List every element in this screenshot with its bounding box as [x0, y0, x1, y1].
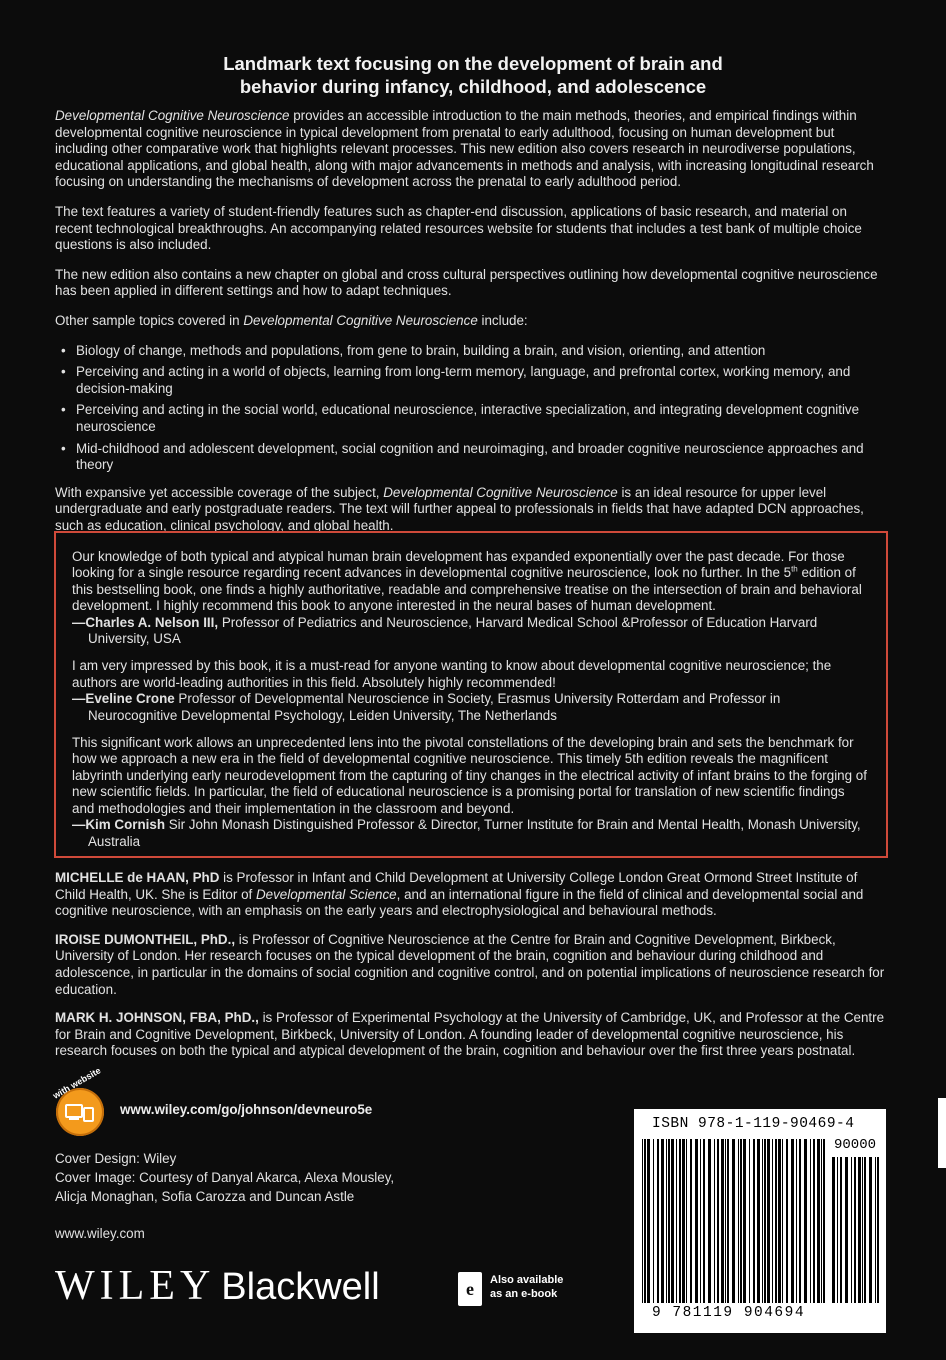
barcode-bar: [813, 1139, 815, 1303]
barcode-bar: [732, 1139, 735, 1303]
barcode-bar: [821, 1139, 822, 1303]
website-badge-label: with website: [51, 1065, 103, 1101]
isbn-barcode: [634, 1109, 886, 1333]
author-bio-2: IROISE DUMONTHEIL, PhD., is Professor of Cognitive Neuroscience at the Centre for Brain and Cognitive Development, Birkbeck, University of London. Her research focuses on the typical development of the brain, cognition and behaviour during childhood and adolescence, in particular in the domains of social cognition and cognitive control, and on potential implications of neuroscience research for education.: [55, 931, 885, 997]
barcode-bar: [753, 1139, 755, 1303]
barcode-bar: [721, 1139, 724, 1303]
devices-icon: [65, 1102, 95, 1124]
barcode-bar: [875, 1157, 876, 1303]
barcode-bar: [764, 1139, 766, 1303]
barcode-bar: [862, 1157, 863, 1303]
barcode-bar: [869, 1157, 872, 1303]
endorsements-box: [54, 531, 888, 858]
cover-design-credit: Cover Design: Wiley: [55, 1151, 177, 1166]
cover-heading: [60, 52, 886, 98]
wiley-blackwell-logo: [55, 1262, 380, 1310]
barcode-bar: [717, 1139, 719, 1303]
barcode-bar: [749, 1139, 750, 1303]
description-paragraph-3: The new edition also contains a new chapter on global and cross cultural perspectives outlining how developmental cognitive neuroscience has been applied in different settings and how to adapt techniques.: [55, 266, 878, 299]
barcode-bar: [695, 1139, 698, 1303]
barcode-bar: [854, 1157, 856, 1303]
wiley-wordmark: WILEY: [55, 1263, 216, 1309]
barcode-bar: [832, 1157, 835, 1303]
barcode-bar: [877, 1157, 879, 1303]
website-link[interactable]: www.wiley.com/go/johnson/devneuro5e: [120, 1102, 373, 1117]
endorsement-quote-1: Our knowledge of both typical and atypical human brain development has expanded exponentially over the past decade. For those looking for a single resource regarding recent advances in developmental cognitive neuroscience, look no further. In the 5th edition of this bestselling book, one finds a highly authoritative, readable and comprehensive treatise on the intersection of brain and behavioral development. I highly recommend this book to anyone interested in the neural bases of human development.: [72, 549, 862, 614]
barcode-bar: [817, 1139, 820, 1303]
barcode-bar: [823, 1139, 825, 1303]
endorsement-attribution-2: —Eveline Crone Professor of Developmental Neuroscience in Society, Erasmus University Rotterdam and Professor in Neurocognitive Developmental Psychology, Leiden University, The Netherlands: [72, 691, 781, 723]
barcode-bar: [840, 1157, 842, 1303]
book-title: Developmental Cognitive Neuroscience: [383, 484, 618, 500]
ebook-text-line-2: as an e-book: [490, 1288, 558, 1300]
list-item: • Mid-childhood and adolescent development, social cognition and neuroimaging, and broader cognitive neuroscience approaches and theory: [55, 441, 885, 474]
barcode-bar: [851, 1157, 852, 1303]
barcode-bar: [782, 1139, 783, 1303]
description-paragraph-4: Other sample topics covered in Developmental Cognitive Neuroscience include:: [55, 312, 528, 328]
description-paragraph-2: The text features a variety of student-friendly features such as chapter-end discussion, applications of basic research, and material on recent technological breakthroughs. An accompanying related resources website for students that includes a test bank of multiple choice questions is also included.: [55, 203, 862, 253]
barcode-bar: [725, 1139, 726, 1303]
heading-line-2: behavior during infancy, childhood, and adolescence: [239, 76, 707, 97]
topic-list: [55, 343, 885, 474]
endorsement-quote-3: This significant work allows an unprecedented lens into the pivotal constellations of the developing brain and sets the benchmark for how we approach a new era in the field of developmental cognitive neuroscience. This timely 5th edition reveals the magnificent labyrinth underlying early neurodevelopment from the capturing of tiny changes in the electrical activity of infant brains to the forging of new scientific fields. In particular, the field of educational neuroscience is a promising portal for translation of new scientific findings and methodologies and their implementation in the classroom and beyond.: [72, 735, 867, 816]
book-title: Developmental Cognitive Neuroscience: [55, 108, 290, 123]
barcode-bar: [767, 1139, 770, 1303]
endorsement-quote-2: I am very impressed by this book, it is a must-read for anyone wanting to know about developmental cognitive neuroscience; the authors are world-leading authorities in this field. Absolutely highly recommended!: [72, 658, 832, 690]
author-bios: [55, 870, 885, 1072]
barcode-bar: [647, 1139, 650, 1303]
barcode-bar: [858, 1157, 861, 1303]
barcode-bar: [727, 1139, 729, 1303]
barcode-bar: [644, 1139, 646, 1303]
description-paragraph-5: With expansive yet accessible coverage of the subject, Developmental Cognitive Neuroscience is an ideal resource for upper level undergraduate and early postgraduate readers. The text will further appeal to professionals in fields that have adapted DCN approaches, such as education, clinical psychology, and global health.: [55, 484, 864, 533]
isbn-text: ISBN 978-1-119-90469-4: [652, 1116, 855, 1132]
barcode-bar: [757, 1139, 760, 1303]
endorsement-attribution-1: —Charles A. Nelson III, Professor of Pediatrics and Neuroscience, Harvard Medical School &Professor of Education Harvard University, USA: [72, 614, 818, 647]
barcode-bar: [657, 1139, 659, 1303]
barcode-bar: [864, 1157, 866, 1303]
barcode-bar: [682, 1139, 685, 1303]
ebook-text-line-1: Also available: [490, 1274, 564, 1286]
barcode-bar: [772, 1139, 773, 1303]
barcode-bar: [762, 1139, 763, 1303]
edge-mark: [938, 1098, 946, 1168]
barcode-bar: [686, 1139, 687, 1303]
barcode-bar: [799, 1139, 801, 1303]
barcode-bar: [743, 1139, 746, 1303]
barcode-bar: [653, 1139, 654, 1303]
description: [55, 108, 885, 547]
cover-image-credit-line-1: Cover Image: Courtesy of Danyal Akarca, Alexa Mousley,: [55, 1170, 395, 1185]
barcode-bar: [666, 1139, 667, 1303]
list-item: • Perceiving and acting in the social world, educational neuroscience, interactive specialization, and integrating development cognitive neuroscience: [55, 402, 885, 435]
barcode-bar: [679, 1139, 681, 1303]
book-title: Developmental Cognitive Neuroscience: [243, 312, 478, 328]
description-paragraph-1: Developmental Cognitive Neuroscience provides an accessible introduction to the main methods, theories, and empirical findings within developmental cognitive neuroscience in typical development from prenatal to early adulthood, focusing on human development but including other comparative work that highlights relevant processes. This new edition also covers research in neurodiverse populations, educational applications, and global health, along with major advancements in methods and analysis, with increasing longitudinal research focusing on understanding the mechanisms of development across the prenatal to early adulthood period.: [55, 108, 874, 190]
barcode-bar: [837, 1157, 838, 1303]
list-item: • Biology of change, methods and populations, from gene to brain, building a brain, and vision, orienting, and attention: [55, 343, 885, 360]
barcode-bar: [703, 1139, 705, 1303]
barcode-bar: [738, 1139, 739, 1303]
barcode-bar: [690, 1139, 692, 1303]
author-bio-3: MARK H. JOHNSON, FBA, PhD., is Professor of Experimental Psychology at the University of Cambridge, UK, and Professor at the Centre for Brain and Cognitive Development, Birkbeck, University of London. A founding leader of developmental cognitive neuroscience, his research focuses on both the typical and atypical development of the brain, cognition and behaviour over the first three years postnatal.: [55, 1010, 885, 1059]
endorsement-attribution-3: —Kim Cornish Sir John Monash Distinguished Professor & Director, Turner Institute for Brain and Mental Health, Monash University, Australia: [72, 817, 861, 849]
heading-line-1: Landmark text focusing on the development of brain and: [223, 53, 723, 74]
barcode-bar: [642, 1139, 643, 1303]
barcode-bar: [700, 1139, 701, 1303]
barcode-bar: [786, 1139, 788, 1303]
list-item: • Perceiving and acting in a world of objects, learning from long-term memory, language, and prefrontal cortex, working memory, and decision-making: [55, 364, 885, 397]
ean-number: 9 781119 904694: [652, 1305, 806, 1321]
publisher-website-link[interactable]: www.wiley.com: [55, 1226, 145, 1241]
cover-image-credit-line-2: Alicja Monaghan, Sofia Carozza and Duncan Astle: [55, 1189, 355, 1204]
ebook-icon: e: [458, 1272, 482, 1306]
barcode-bar: [845, 1157, 848, 1303]
barcode-bar: [668, 1139, 670, 1303]
ebook-notice: [458, 1272, 588, 1308]
blackwell-wordmark: Blackwell: [221, 1266, 380, 1308]
barcode-bar: [714, 1139, 715, 1303]
barcode-bar: [796, 1139, 797, 1303]
barcode-bar: [708, 1139, 711, 1303]
barcode-bar: [778, 1139, 781, 1303]
barcode-bar: [804, 1139, 807, 1303]
barcode-bar: [791, 1139, 794, 1303]
barcode-bar: [810, 1139, 811, 1303]
author-bio-1: MICHELLE de HAAN, PhD is Professor in Infant and Child Development at University College London Great Ormond Street Institute of Child Health, UK. She is Editor of Developmental Science, and an international figure in the field of clinical and developmental social and cognitive neuroscience, with an emphasis on the early years and electrophysiological and behavioural methods.: [55, 870, 864, 919]
barcode-bar: [661, 1139, 664, 1303]
barcode-bar: [740, 1139, 742, 1303]
cover-credits: [55, 1149, 394, 1206]
barcode-bar: [671, 1139, 674, 1303]
companion-website: [48, 1065, 548, 1138]
barcode-bar: [775, 1139, 777, 1303]
website-badge: [51, 1065, 104, 1136]
price-addon-code: 90000: [834, 1137, 877, 1153]
barcode-bar: [676, 1139, 677, 1303]
